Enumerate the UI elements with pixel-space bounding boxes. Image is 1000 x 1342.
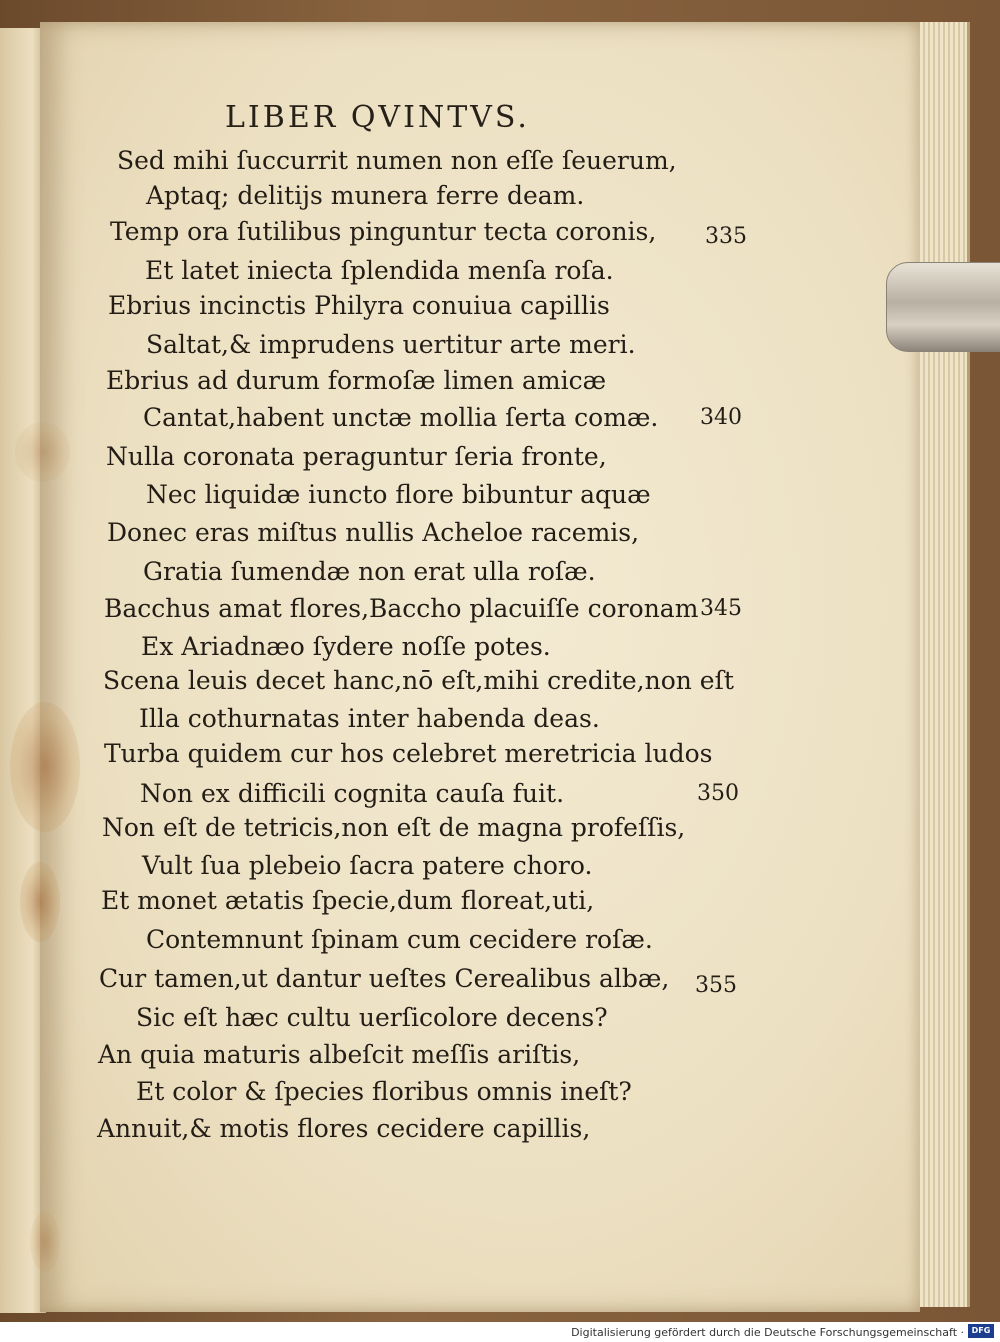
verse-line: Vult ſua plebeio ſacra patere choro. <box>142 851 593 880</box>
water-stain <box>15 422 70 482</box>
line-number: 340 <box>700 405 742 430</box>
verse-line: Non eſt de tetricis,non eſt de magna profeſſis, <box>102 813 686 842</box>
verse-line: Non ex difficili cognita cauſa fuit. <box>140 779 565 808</box>
verse-line: Gratia ſumendæ non erat ulla roſæ. <box>143 557 596 586</box>
verse-line: Ex Ariadnæo ſydere noſſe potes. <box>141 632 551 661</box>
verse-line: Nec liquidæ iuncto flore bibuntur aquæ <box>146 480 651 509</box>
verse-line: Bacchus amat flores,Baccho placuiſſe coronam <box>104 594 699 623</box>
running-title: LIBER QVINTVS. <box>225 100 530 135</box>
verse-line: Et color & ſpecies floribus omnis ineſt? <box>136 1077 632 1106</box>
verse-line: Annuit,& motis flores cecidere capillis, <box>97 1114 591 1143</box>
verse-line: Scena leuis decet hanc,nō eſt,mihi credite,non eſt <box>103 666 734 695</box>
verse-line: Sic eſt hæc cultu uerſicolore decens? <box>136 1003 608 1032</box>
water-stain <box>10 702 80 832</box>
funding-credit: Digitalisierung gefördert durch die Deutsche Forschungsgemeinschaft · <box>571 1326 964 1339</box>
line-number: 355 <box>695 973 737 998</box>
line-number: 335 <box>705 224 747 249</box>
verse-line: Cur tamen,ut dantur ueſtes Cerealibus albæ, <box>99 964 670 993</box>
verse-line: Ebrius ad durum formoſæ limen amicæ <box>106 366 607 395</box>
verse-line: Aptaq; delitijs munera ferre deam. <box>146 181 585 210</box>
verse-line: Contemnunt ſpinam cum cecidere roſæ. <box>146 925 653 954</box>
verse-line: Illa cothurnatas inter habenda deas. <box>139 704 600 733</box>
verse-line: Et monet ætatis ſpecie,dum floreat,uti, <box>101 886 595 915</box>
verse-line: Nulla coronata peraguntur ſeria fronte, <box>106 442 607 471</box>
verse-line: Sed mihi ſuccurrit numen non eſſe ſeuerum, <box>117 146 677 175</box>
verse-line: An quia maturis albeſcit meſſis ariſtis, <box>98 1040 581 1069</box>
verse-line: Et latet iniecta ſplendida menſa roſa. <box>145 256 614 285</box>
verse-line: Ebrius incinctis Philyra conuiua capillis <box>108 291 610 320</box>
verse-line: Cantat,habent unctæ mollia ſerta comæ. <box>143 403 659 432</box>
verse-line: Temp ora ſutilibus pinguntur tecta coronis, <box>110 217 657 246</box>
water-stain <box>20 862 60 942</box>
verse-line: Turba quidem cur hos celebret meretricia ludos <box>104 739 713 768</box>
water-stain <box>30 1212 60 1272</box>
line-number: 350 <box>697 781 739 806</box>
verse-line: Donec eras miſtus nullis Acheloe racemis, <box>107 518 640 547</box>
glass-page-weight <box>886 262 1000 352</box>
dfg-logo: DFG <box>968 1324 994 1338</box>
line-number: 345 <box>700 596 742 621</box>
verse-line: Saltat,& imprudens uertitur arte meri. <box>146 330 636 359</box>
